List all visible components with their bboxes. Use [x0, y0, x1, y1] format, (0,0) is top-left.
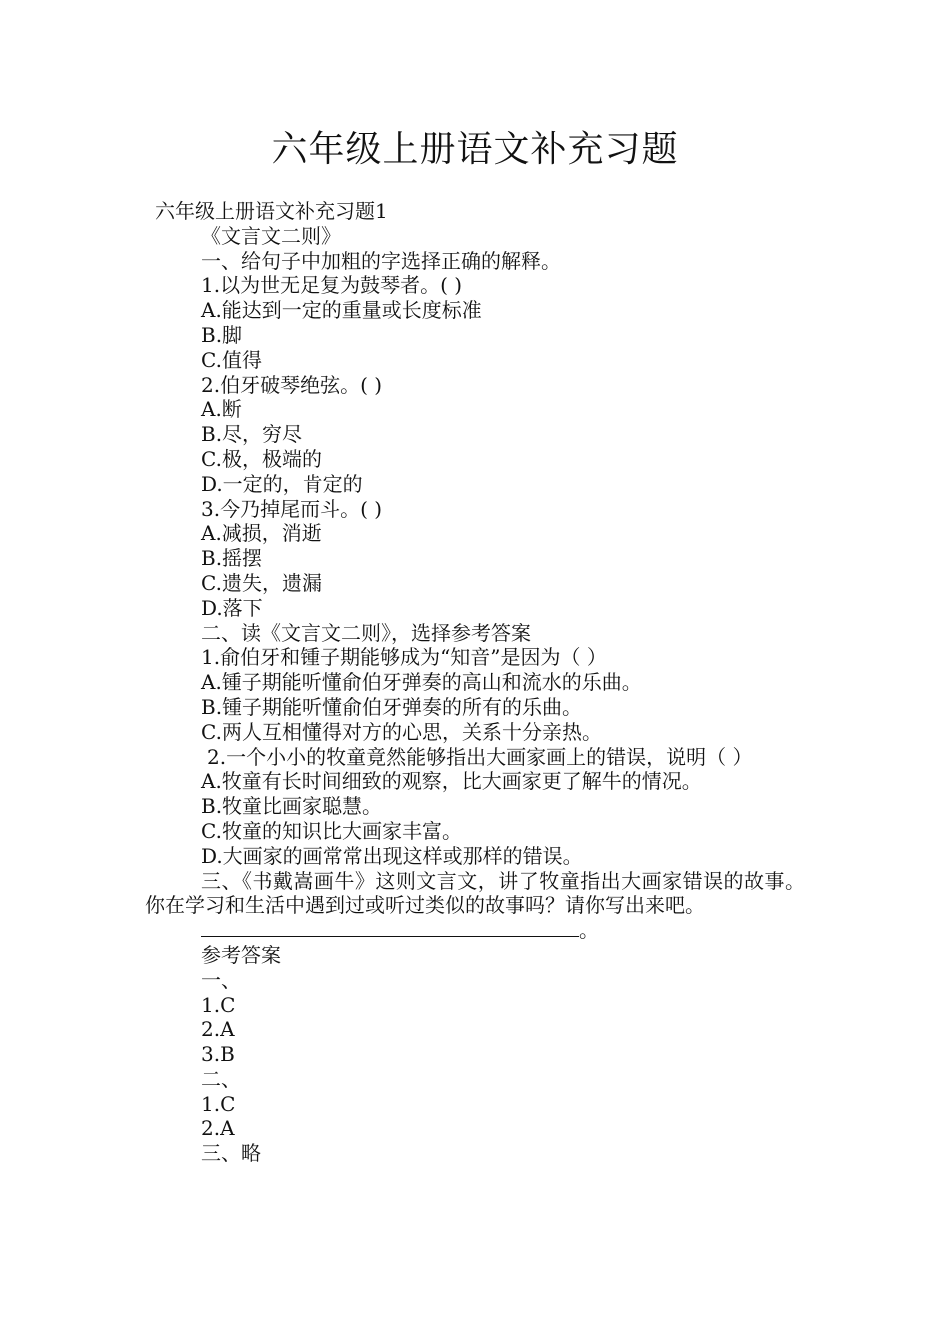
answer-part-three: 三、略	[201, 1141, 261, 1166]
document-body	[145, 199, 805, 1166]
part-one-heading: 一、给句子中加粗的字选择正确的解释。	[201, 248, 561, 273]
answer-key-heading: 参考答案	[201, 942, 281, 967]
answer-2-2: 2.A	[201, 1116, 235, 1141]
blank-underline	[201, 918, 579, 937]
option-1-3-d: D.落下	[201, 595, 263, 620]
option-2-2-b: B.牧童比画家聪慧。	[201, 794, 383, 819]
document-title: 六年级上册语文补充习题	[271, 129, 679, 170]
option-2-1-b: B.锺子期能听懂俞伯牙弹奏的所有的乐曲。	[201, 694, 583, 719]
option-1-2-d: D.一定的，肯定的	[201, 471, 363, 496]
part-three-question: 三、《书戴嵩画牛》这则文言文，讲了牧童指出大画家错误的故事。你在学习和生活中遇到过或听过类似的故事吗？请你写出来吧。	[145, 868, 805, 918]
answer-2-1: 1.C	[201, 1091, 236, 1116]
option-2-2-c: C.牧童的知识比大画家丰富。	[201, 818, 462, 843]
question-2-1: 1.俞伯牙和锺子期能够成为“知音”是因为（ ）	[201, 645, 607, 670]
option-1-2-c: C.极，极端的	[201, 446, 322, 471]
option-1-3-a: A.减损，消逝	[201, 521, 322, 546]
answer-line	[145, 918, 805, 943]
option-1-1-c: C.值得	[201, 347, 262, 372]
answer-1-1: 1.C	[201, 992, 236, 1017]
option-1-3-c: C.遗失，遗漏	[201, 570, 322, 595]
answer-1-3: 3.B	[201, 1042, 235, 1067]
answer-part-one: 一、	[201, 967, 241, 992]
option-1-2-a: A.断	[201, 397, 242, 422]
option-2-1-c: C.两人互相懂得对方的心思，关系十分亲热。	[201, 719, 602, 744]
option-1-2-b: B.尽，穷尽	[201, 422, 303, 447]
answer-line-period: 。	[579, 918, 599, 943]
question-1-3: 3.今乃掉尾而斗。( )	[201, 496, 383, 521]
option-1-3-b: B.摇摆	[201, 546, 263, 571]
part-two-heading: 二、读《文言文二则》，选择参考答案	[201, 620, 531, 645]
lesson-title: 《文言文二则》	[201, 223, 341, 248]
option-2-1-a: A.锺子期能听懂俞伯牙弹奏的高山和流水的乐曲。	[201, 670, 642, 695]
section-heading: 六年级上册语文补充习题1	[155, 199, 388, 223]
option-1-1-b: B.脚	[201, 322, 243, 347]
option-2-2-a: A.牧童有长时间细致的观察，比大画家更了解牛的情况。	[201, 769, 702, 794]
question-1-1: 1.以为世无足复为鼓琴者。( )	[201, 273, 463, 298]
question-1-2: 2.伯牙破琴绝弦。( )	[201, 372, 383, 397]
option-1-1-a: A.能达到一定的重量或长度标准	[201, 298, 482, 323]
answer-1-2: 2.A	[201, 1017, 235, 1042]
option-2-2-d: D.大画家的画常常出现这样或那样的错误。	[201, 843, 583, 868]
answer-part-two: 二、	[201, 1066, 241, 1091]
question-2-2: 2.一个小小的牧童竟然能够指出大画家画上的错误，说明（ ）	[207, 744, 753, 769]
